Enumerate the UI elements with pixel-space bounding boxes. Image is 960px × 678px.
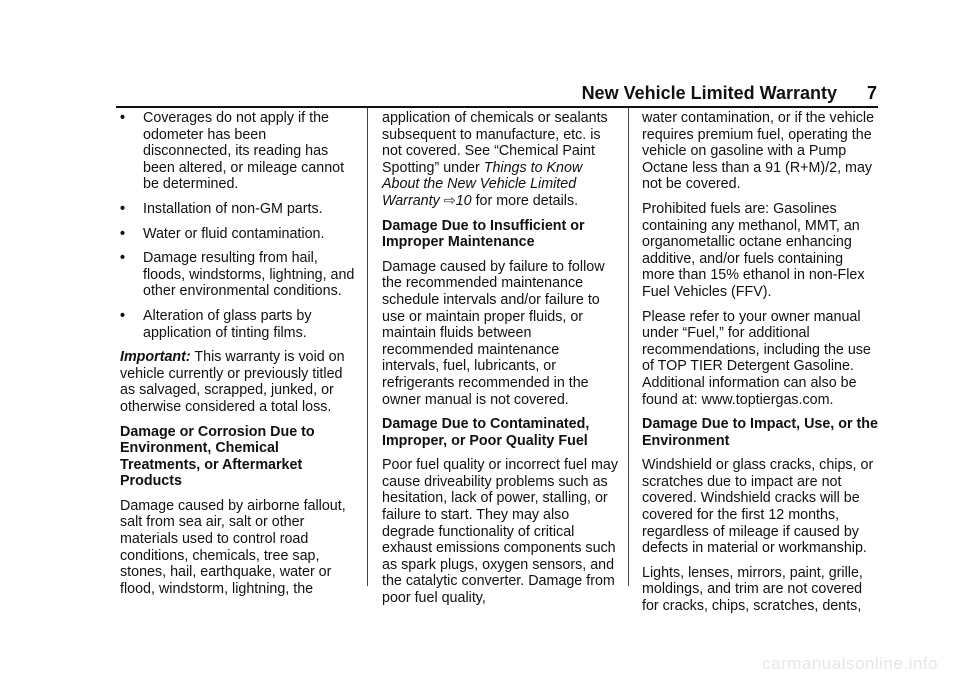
list-item xyxy=(120,308,356,341)
paragraph: Damage caused by airborne fallout, salt from sea air, salt or other materials used to control road conditions, chemicals, tree sap, stones, hail, earthquake, water or flood, windstorm, lightning, the xyxy=(120,497,346,597)
list-item xyxy=(120,250,356,300)
paragraph: Poor fuel quality or incorrect fuel may cause driveability problems such as hesitation, lack of power, stalling, or failure to start. They may also degrade functionality of critical exhaust emissions components such as spark plugs, oxygen sensors, and the catalytic converter. Damage from poor fuel quality, xyxy=(382,457,619,607)
page-number: 7 xyxy=(866,83,877,103)
list-item-text: Alteration of glass parts by application of tinting films. xyxy=(143,307,312,341)
paragraph xyxy=(382,110,618,210)
paragraph-text: application of chemicals or sealants subsequent to manufacture, etc. is not covered. See “Chemical Paint Spotting” under xyxy=(382,110,608,176)
list-item-text: Coverages do not apply if the odometer has been disconnected, its reading has been altered, or mileage cannot be determined. xyxy=(143,110,345,193)
paragraph: Damage caused by failure to follow the recommended maintenance schedule intervals and/or failure to use or maintain proper fluids, or maintain fluids between recommended maintenance intervals, fuel, lubricants, or refrigerants recommended in the owner manual is not covered. xyxy=(382,258,605,408)
paragraph-text: for more details. xyxy=(471,192,579,209)
section-heading: Damage Due to Contaminated, Improper, or Poor Quality Fuel xyxy=(382,416,590,449)
bullet-marker: • xyxy=(120,307,126,324)
page-title: New Vehicle Limited Warranty xyxy=(581,83,837,103)
section-heading: Damage Due to Insufficient or Improper Maintenance xyxy=(382,217,585,251)
list-item xyxy=(120,226,356,243)
page-reference-icon: ⇨ xyxy=(443,192,456,209)
section-heading: Damage Due to Impact, Use, or the Environment xyxy=(642,416,878,449)
list-item-text: Water or fluid contamination. xyxy=(143,225,325,242)
bullet-marker: • xyxy=(120,110,126,126)
list-item xyxy=(120,201,356,218)
bullet-marker: • xyxy=(120,250,126,267)
column-divider-1 xyxy=(367,108,368,586)
watermark: carmanualsonline.info xyxy=(762,654,938,673)
important-note xyxy=(120,349,356,415)
bullet-marker: • xyxy=(120,200,126,217)
page-reference-number: 10 xyxy=(455,192,472,209)
paragraph: Prohibited fuels are: Gasolines containing any methanol, MMT, an organometallic octane enhancing additive, and/or fuels containing more than 15% ethanol in non-Flex Fuel Vehicles (FFV). xyxy=(642,200,865,300)
column-3 xyxy=(642,106,878,623)
paragraph: water contamination, or if the vehicle requires premium fuel, operating the vehicle on gasoline with a Pump Octane less than a 91 (R+M)/2, may not be covered. xyxy=(642,110,875,193)
paragraph: Windshield or glass cracks, chips, or scratches due to impact are not covered. Windshield cracks will be covered for the first 12 months, regardless of mileage if caused by defects in material or workmanship. xyxy=(642,457,874,557)
page-header xyxy=(0,82,877,104)
important-label: Important: xyxy=(120,349,191,366)
column-1 xyxy=(120,106,356,605)
paragraph: Lights, lenses, mirrors, paint, grille, moldings, and trim are not covered for cracks, chips, scratches, dents, xyxy=(642,564,863,615)
column-2 xyxy=(382,106,618,615)
section-heading: Damage or Corrosion Due to Environment, Chemical Treatments, or Aftermarket Products xyxy=(120,423,315,490)
list-item-text: Installation of non-GM parts. xyxy=(143,200,323,217)
list-item xyxy=(120,110,356,193)
bullet-marker: • xyxy=(120,225,126,242)
cross-reference-title: Things to Know About the New Vehicle Limited Warranty xyxy=(382,159,583,209)
paragraph: Please refer to your owner manual under “Fuel,” for additional recommendations, including the use of TOP TIER Detergent Gasoline. Additional information can also be found at: www.toptiergas.com. xyxy=(642,308,871,408)
important-text: This warranty is void on vehicle currently or previously titled as salvaged, scrapped, junked, or otherwise considered a total loss. xyxy=(120,349,345,415)
list-item-text: Damage resulting from hail, floods, windstorms, lightning, and other environmental conditions. xyxy=(143,250,355,300)
column-divider-2 xyxy=(628,108,629,586)
